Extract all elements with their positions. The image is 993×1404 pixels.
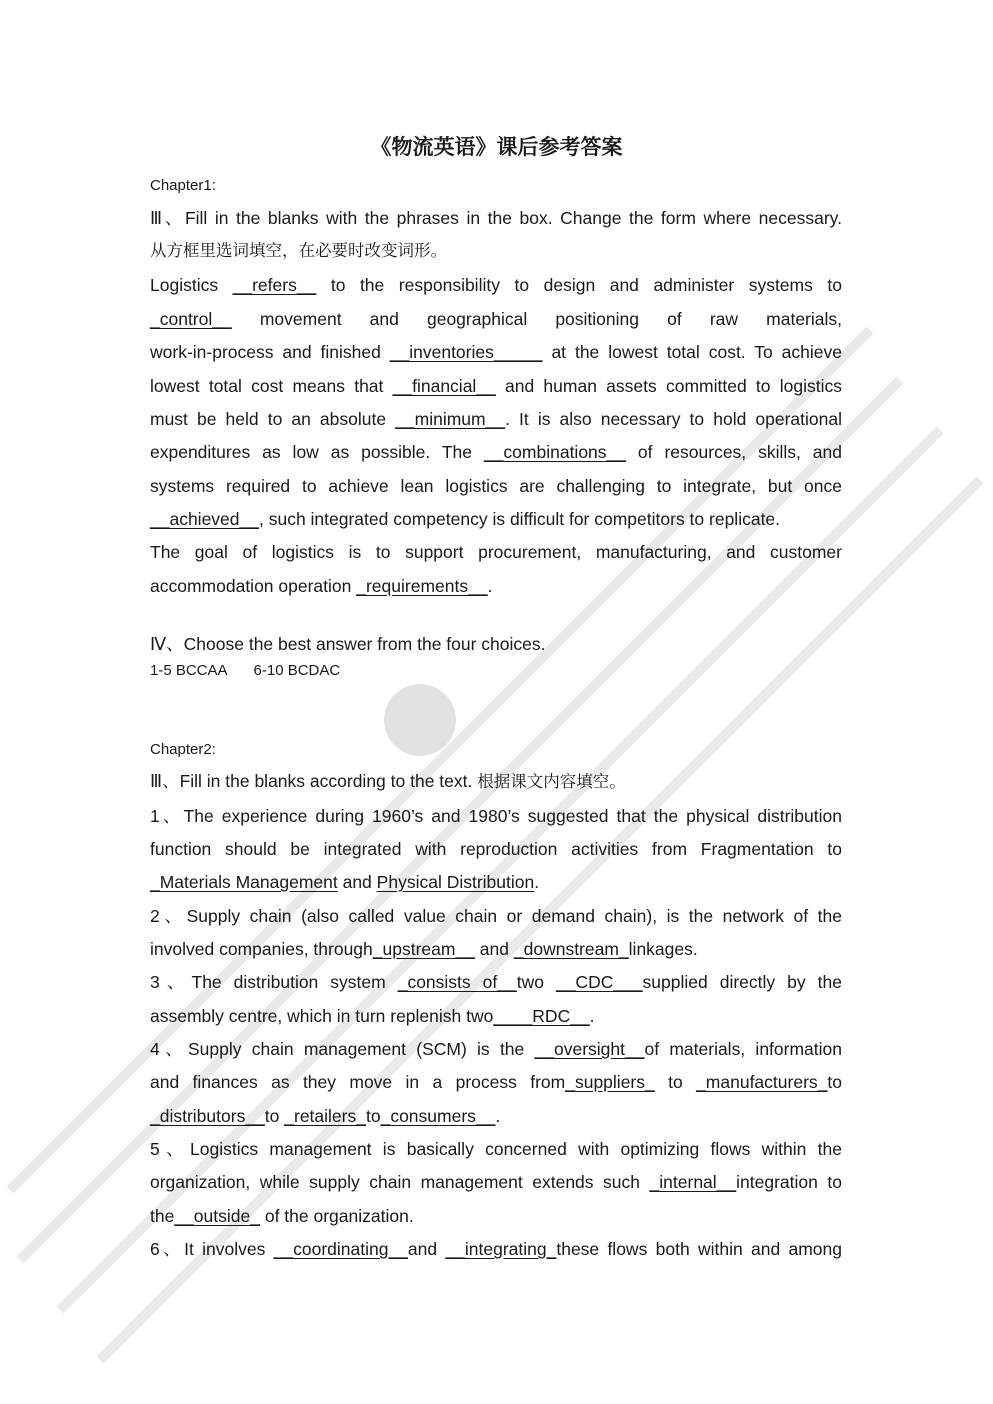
text-segment: organization, while supply chain management extends such bbox=[150, 1172, 650, 1192]
text-segment: accommodation operation bbox=[150, 576, 357, 596]
chapter1-section4-instruction: Ⅳ、Choose the best answer from the four choices. bbox=[150, 634, 546, 654]
answer-blank: __inventories_____ bbox=[389, 342, 543, 362]
text-segment: . bbox=[495, 1106, 501, 1126]
chapter1-heading: Chapter1: bbox=[150, 177, 216, 194]
text-segment: 6、It involves bbox=[150, 1239, 274, 1259]
answer-blank: __oversight__ bbox=[534, 1039, 645, 1059]
chapter2-list-line bbox=[150, 1138, 842, 1160]
text-segment: supplied directly by the bbox=[642, 972, 842, 992]
chapter2-list-line bbox=[150, 905, 842, 927]
answer-blank: __refers__ bbox=[232, 275, 317, 295]
chapter1-paragraph-line bbox=[150, 341, 842, 363]
chapter1-section3-instruction: Ⅲ、Fill in the blanks with the phrases in the box. Change the form where necessary. bbox=[150, 208, 842, 228]
answer-blank: __coordinating__ bbox=[273, 1239, 408, 1259]
chapter1-paragraph-line bbox=[150, 308, 842, 330]
answers-1-5: 1-5 BCCAA bbox=[150, 662, 228, 679]
text-segment: at the lowest total cost. To achieve bbox=[542, 342, 842, 362]
text-segment: of resources, skills, and bbox=[626, 442, 843, 462]
text-segment: to bbox=[827, 1072, 842, 1092]
chapter1-section3-instruction-cn: 从方框里选词填空，在必要时改变词形。 bbox=[150, 241, 447, 260]
answer-blank: _suppliers_ bbox=[565, 1072, 655, 1092]
text-segment: of materials, information bbox=[644, 1039, 843, 1059]
answer-blank: __combinations__ bbox=[483, 442, 626, 462]
chapter2-list-line bbox=[150, 1205, 842, 1227]
text-segment: these flows both within and among bbox=[556, 1239, 843, 1259]
chapter2-list-line bbox=[150, 1005, 842, 1027]
text-segment: to the responsibility to design and administer systems to bbox=[316, 275, 842, 295]
answer-blank: _consumers__ bbox=[380, 1106, 496, 1126]
text-segment: must be held to an absolute bbox=[150, 409, 396, 429]
text-segment: 2、Supply chain (also called value chain or demand chain), is the network of the bbox=[150, 906, 842, 926]
chapter2-list-line bbox=[150, 971, 842, 993]
chapter1-paragraph-line bbox=[150, 575, 842, 597]
answers-6-10: 6-10 BCDAC bbox=[253, 662, 341, 679]
answer-blank: _internal__ bbox=[649, 1172, 737, 1192]
chapter2-list-line bbox=[150, 1071, 842, 1093]
text-segment: lowest total cost means that bbox=[150, 376, 393, 396]
chapter2-list-line bbox=[150, 1105, 842, 1127]
answer-blank: _manufacturers_ bbox=[696, 1072, 828, 1092]
text-segment: to bbox=[365, 1106, 381, 1126]
text-segment: . bbox=[589, 1006, 595, 1026]
answer-blank: __achieved__ bbox=[150, 509, 259, 529]
chapter2-list-line bbox=[150, 1238, 842, 1260]
text-segment: involved companies, through bbox=[150, 939, 373, 959]
text-segment: 4、Supply chain management (SCM) is the bbox=[150, 1039, 535, 1059]
chapter2-list-line bbox=[150, 838, 842, 860]
answer-blank: __financial__ bbox=[392, 376, 496, 396]
text-segment: systems required to achieve lean logistics are challenging to integrate, but once bbox=[150, 476, 842, 496]
text-segment: of the organization. bbox=[259, 1206, 414, 1226]
text-segment: function should be integrated with reproduction activities from Fragmentation to bbox=[150, 839, 842, 859]
answer-blank: _retailers_ bbox=[284, 1106, 366, 1126]
answer-blank: __outside_ bbox=[174, 1206, 260, 1226]
text-segment: two bbox=[516, 972, 556, 992]
text-segment: linkages. bbox=[628, 939, 698, 959]
chapter2-list-line bbox=[150, 938, 842, 960]
chapter1-paragraph-line bbox=[150, 541, 842, 563]
chapter1-paragraph-line bbox=[150, 475, 842, 497]
answer-blank: _control__ bbox=[150, 309, 232, 329]
chapter1-paragraph-line bbox=[150, 408, 842, 430]
answer-blank: _distributors__ bbox=[150, 1106, 265, 1126]
text-segment: and finances as they move in a process from bbox=[150, 1072, 566, 1092]
text-segment: 3、The distribution system bbox=[150, 972, 398, 992]
text-segment: , such integrated competency is difficult for competitors to replicate. bbox=[258, 509, 781, 529]
text-segment: expenditures as low as possible. The bbox=[150, 442, 484, 462]
text-segment: . bbox=[487, 576, 493, 596]
chapter1-paragraph-line bbox=[150, 274, 842, 296]
answer-blank: Physical Distribution bbox=[376, 872, 535, 892]
chapter1-paragraph-line bbox=[150, 508, 842, 530]
chapter2-section3-instruction bbox=[150, 770, 842, 793]
text-segment: and human assets committed to logistics bbox=[495, 376, 842, 396]
answer-blank: _Materials Management bbox=[150, 872, 338, 892]
answer-blank: __integrating_ bbox=[445, 1239, 557, 1259]
text-segment: The goal of logistics is to support procurement, manufacturing, and customer bbox=[150, 542, 842, 562]
text-segment: 5、Logistics management is basically concerned with optimizing flows within the bbox=[150, 1139, 842, 1159]
chapter2-instruction-cn: 根据课文内容填空。 bbox=[477, 772, 626, 791]
answer-blank: __CDC___ bbox=[555, 972, 643, 992]
page-title: 《物流英语》课后参考答案 bbox=[370, 135, 623, 159]
chapter2-list-line bbox=[150, 805, 842, 827]
text-segment: and bbox=[474, 939, 514, 959]
chapter1-paragraph-line bbox=[150, 441, 842, 463]
text-segment: integration to bbox=[736, 1172, 842, 1192]
text-segment: work-in-process and finished bbox=[150, 342, 390, 362]
text-segment: the bbox=[150, 1206, 175, 1226]
text-segment: 1、The experience during 1960’s and 1980’s suggested that the physical distribution bbox=[150, 806, 842, 826]
chapter2-instruction-en: Ⅲ、Fill in the blanks according to the text. bbox=[150, 771, 473, 791]
text-segment: to bbox=[264, 1106, 285, 1126]
chapter2-list-line bbox=[150, 1038, 842, 1060]
chapter1-answers bbox=[150, 660, 842, 682]
text-segment: . bbox=[534, 872, 540, 892]
text-segment: Logistics bbox=[150, 275, 233, 295]
chapter2-heading: Chapter2: bbox=[150, 741, 216, 758]
answer-blank: _upstream__ bbox=[372, 939, 475, 959]
chapter1-paragraph-line bbox=[150, 375, 842, 397]
text-segment: and bbox=[407, 1239, 446, 1259]
chapter2-list-line bbox=[150, 1171, 842, 1193]
answer-blank: ____RDC__ bbox=[493, 1006, 590, 1026]
text-segment: to bbox=[654, 1072, 697, 1092]
answer-blank: _requirements__ bbox=[356, 576, 488, 596]
answer-blank: _downstream_ bbox=[513, 939, 629, 959]
text-segment: assembly centre, which in turn replenish two bbox=[150, 1006, 494, 1026]
text-segment: and bbox=[337, 872, 377, 892]
text-segment: movement and geographical positioning of raw materials, bbox=[231, 309, 842, 329]
text-segment: . It is also necessary to hold operational bbox=[505, 409, 842, 429]
answer-blank: __minimum__ bbox=[395, 409, 506, 429]
answer-blank: _consists of__ bbox=[397, 972, 517, 992]
chapter2-list-line bbox=[150, 871, 842, 893]
